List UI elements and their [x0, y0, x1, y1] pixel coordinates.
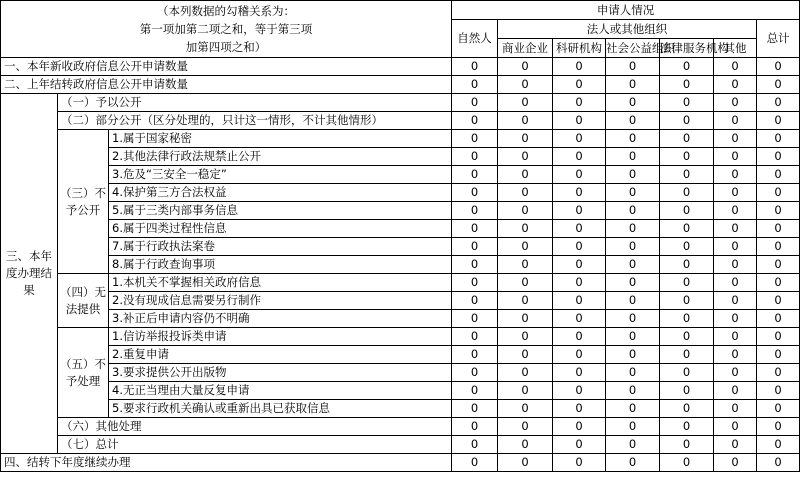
value-cell: 0 [660, 166, 714, 184]
row-label: 3.补正后申请内容仍不明确 [109, 310, 452, 328]
legal-service-header: 法律服务机构 [660, 39, 714, 58]
value-cell: 0 [757, 202, 800, 220]
value-cell: 0 [606, 400, 660, 418]
value-cell: 0 [660, 310, 714, 328]
group-5-label: （五）不予处理 [58, 328, 109, 418]
row-label: 8.属于行政查询事项 [109, 256, 452, 274]
natural-person-header: 自然人 [452, 20, 498, 58]
value-cell: 0 [498, 292, 553, 310]
table-row [1, 292, 800, 310]
value-cell: 0 [660, 400, 714, 418]
value-cell: 0 [757, 112, 800, 130]
table-row [1, 238, 800, 256]
row-label: 2.没有现成信息需要另行制作 [109, 292, 452, 310]
value-cell: 0 [452, 220, 498, 238]
row-label: 5.要求行政机关确认或重新出具已获取信息 [109, 400, 452, 418]
value-cell: 0 [553, 166, 606, 184]
value-cell: 0 [660, 364, 714, 382]
value-cell: 0 [714, 400, 757, 418]
value-cell: 0 [714, 382, 757, 400]
value-cell: 0 [452, 382, 498, 400]
value-cell: 0 [757, 148, 800, 166]
value-cell: 0 [452, 346, 498, 364]
value-cell: 0 [714, 256, 757, 274]
value-cell: 0 [553, 112, 606, 130]
row-label: 5.属于三类内部事务信息 [109, 202, 452, 220]
row-label: （二）部分公开（区分处理的，只计这一情形，不计其他情形） [58, 112, 452, 130]
table-row [1, 184, 800, 202]
table-row [1, 310, 800, 328]
value-cell: 0 [660, 148, 714, 166]
value-cell: 0 [553, 94, 606, 112]
value-cell: 0 [714, 310, 757, 328]
value-cell: 0 [757, 346, 800, 364]
value-cell: 0 [553, 382, 606, 400]
value-cell: 0 [714, 436, 757, 454]
section-3-label: 三、本年度办理结果 [1, 94, 58, 454]
value-cell: 0 [757, 418, 800, 436]
value-cell: 0 [498, 130, 553, 148]
value-cell: 0 [498, 220, 553, 238]
table-row [1, 454, 800, 472]
value-cell: 0 [553, 328, 606, 346]
row-label: 7.属于行政执法案卷 [109, 238, 452, 256]
value-cell: 0 [606, 310, 660, 328]
value-cell: 0 [757, 364, 800, 382]
row-label: 3.危及“三安全一稳定” [109, 166, 452, 184]
value-cell: 0 [498, 364, 553, 382]
value-cell: 0 [714, 202, 757, 220]
row-label: 3.要求提供公开出版物 [109, 364, 452, 382]
value-cell: 0 [714, 94, 757, 112]
value-cell: 0 [606, 292, 660, 310]
value-cell: 0 [714, 364, 757, 382]
value-cell: 0 [553, 292, 606, 310]
group-3-label: （三）不予公开 [58, 130, 109, 274]
value-cell: 0 [757, 220, 800, 238]
value-cell: 0 [498, 76, 553, 94]
commercial-header: 商业企业 [498, 39, 553, 58]
value-cell: 0 [498, 418, 553, 436]
value-cell: 0 [553, 220, 606, 238]
value-cell: 0 [498, 94, 553, 112]
table-row [1, 346, 800, 364]
row-label: 1.属于国家秘密 [109, 130, 452, 148]
value-cell: 0 [452, 436, 498, 454]
value-cell: 0 [498, 112, 553, 130]
value-cell: 0 [757, 94, 800, 112]
table-row [1, 166, 800, 184]
value-cell: 0 [660, 346, 714, 364]
value-cell: 0 [553, 256, 606, 274]
value-cell: 0 [452, 256, 498, 274]
value-cell: 0 [660, 112, 714, 130]
value-cell: 0 [553, 274, 606, 292]
value-cell: 0 [452, 94, 498, 112]
value-cell: 0 [498, 454, 553, 472]
research-header: 科研机构 [553, 39, 606, 58]
row-label: （七）总计 [58, 436, 452, 454]
value-cell: 0 [714, 238, 757, 256]
value-cell: 0 [714, 58, 757, 76]
value-cell: 0 [606, 220, 660, 238]
value-cell: 0 [452, 184, 498, 202]
table-row [1, 436, 800, 454]
value-cell: 0 [660, 274, 714, 292]
value-cell: 0 [660, 328, 714, 346]
value-cell: 0 [452, 454, 498, 472]
value-cell: 0 [757, 130, 800, 148]
table-row [1, 382, 800, 400]
value-cell: 0 [757, 274, 800, 292]
value-cell: 0 [553, 202, 606, 220]
row-label: 四、结转下年度继续办理 [1, 454, 452, 472]
value-cell: 0 [452, 274, 498, 292]
value-cell: 0 [606, 184, 660, 202]
value-cell: 0 [452, 112, 498, 130]
calculation-note [1, 1, 452, 58]
value-cell: 0 [498, 328, 553, 346]
value-cell: 0 [757, 238, 800, 256]
value-cell: 0 [757, 184, 800, 202]
row-label: 4.保护第三方合法权益 [109, 184, 452, 202]
value-cell: 0 [660, 418, 714, 436]
value-cell: 0 [714, 418, 757, 436]
value-cell: 0 [452, 238, 498, 256]
value-cell: 0 [660, 130, 714, 148]
value-cell: 0 [606, 364, 660, 382]
row-label: （一）予以公开 [58, 94, 452, 112]
value-cell: 0 [553, 454, 606, 472]
value-cell: 0 [498, 58, 553, 76]
value-cell: 0 [757, 76, 800, 94]
value-cell: 0 [757, 166, 800, 184]
legal-person-group-header: 法人或其他组织 [498, 20, 757, 39]
value-cell: 0 [714, 328, 757, 346]
table-row [1, 364, 800, 382]
table-row [1, 256, 800, 274]
value-cell: 0 [498, 148, 553, 166]
value-cell: 0 [606, 274, 660, 292]
row-label: （六）其他处理 [58, 418, 452, 436]
value-cell: 0 [553, 184, 606, 202]
value-cell: 0 [498, 346, 553, 364]
value-cell: 0 [553, 418, 606, 436]
value-cell: 0 [452, 310, 498, 328]
applicant-info-header: 申请人情况 [452, 1, 800, 20]
value-cell: 0 [452, 364, 498, 382]
value-cell: 0 [606, 454, 660, 472]
value-cell: 0 [606, 436, 660, 454]
value-cell: 0 [606, 418, 660, 436]
value-cell: 0 [553, 148, 606, 166]
table-row [1, 112, 800, 130]
value-cell: 0 [452, 58, 498, 76]
group-4-label: （四）无法提供 [58, 274, 109, 328]
value-cell: 0 [714, 274, 757, 292]
value-cell: 0 [553, 58, 606, 76]
row-label: 4.无正当理由大量反复申请 [109, 382, 452, 400]
value-cell: 0 [606, 112, 660, 130]
value-cell: 0 [606, 130, 660, 148]
value-cell: 0 [606, 382, 660, 400]
value-cell: 0 [757, 382, 800, 400]
table-row [1, 220, 800, 238]
value-cell: 0 [553, 310, 606, 328]
value-cell: 0 [498, 382, 553, 400]
table-row [1, 418, 800, 436]
total-header: 总计 [757, 20, 800, 58]
table-row [1, 76, 800, 94]
table-row [1, 202, 800, 220]
value-cell: 0 [660, 382, 714, 400]
value-cell: 0 [660, 94, 714, 112]
value-cell: 0 [553, 76, 606, 94]
value-cell: 0 [714, 76, 757, 94]
value-cell: 0 [553, 130, 606, 148]
value-cell: 0 [757, 256, 800, 274]
row-label: 1.信访举报投诉类申请 [109, 328, 452, 346]
value-cell: 0 [606, 346, 660, 364]
table-row [1, 400, 800, 418]
other-header: 其他 [714, 39, 757, 58]
value-cell: 0 [660, 220, 714, 238]
table-row [1, 94, 800, 112]
value-cell: 0 [606, 238, 660, 256]
value-cell: 0 [660, 202, 714, 220]
value-cell: 0 [660, 184, 714, 202]
value-cell: 0 [714, 292, 757, 310]
value-cell: 0 [714, 454, 757, 472]
value-cell: 0 [553, 364, 606, 382]
value-cell: 0 [498, 166, 553, 184]
value-cell: 0 [498, 256, 553, 274]
value-cell: 0 [452, 400, 498, 418]
value-cell: 0 [606, 76, 660, 94]
value-cell: 0 [714, 166, 757, 184]
table-row [1, 130, 800, 148]
value-cell: 0 [553, 400, 606, 418]
value-cell: 0 [660, 454, 714, 472]
value-cell: 0 [714, 220, 757, 238]
value-cell: 0 [452, 292, 498, 310]
value-cell: 0 [498, 274, 553, 292]
value-cell: 0 [660, 58, 714, 76]
value-cell: 0 [714, 184, 757, 202]
value-cell: 0 [757, 58, 800, 76]
value-cell: 0 [498, 436, 553, 454]
value-cell: 0 [660, 436, 714, 454]
value-cell: 0 [660, 256, 714, 274]
row-label: 6.属于四类过程性信息 [109, 220, 452, 238]
value-cell: 0 [606, 166, 660, 184]
value-cell: 0 [757, 454, 800, 472]
value-cell: 0 [452, 130, 498, 148]
value-cell: 0 [452, 166, 498, 184]
value-cell: 0 [660, 238, 714, 256]
value-cell: 0 [553, 346, 606, 364]
value-cell: 0 [606, 328, 660, 346]
value-cell: 0 [452, 328, 498, 346]
value-cell: 0 [606, 148, 660, 166]
value-cell: 0 [553, 436, 606, 454]
table-row [1, 148, 800, 166]
value-cell: 0 [660, 76, 714, 94]
table-row [1, 58, 800, 76]
row-label: 2.重复申请 [109, 346, 452, 364]
value-cell: 0 [757, 328, 800, 346]
value-cell: 0 [553, 238, 606, 256]
value-cell: 0 [498, 184, 553, 202]
value-cell: 0 [606, 58, 660, 76]
row-label: 一、本年新收政府信息公开申请数量 [1, 58, 452, 76]
value-cell: 0 [498, 310, 553, 328]
value-cell: 0 [606, 202, 660, 220]
social-welfare-header: 社会公益组织 [606, 39, 660, 58]
value-cell: 0 [498, 202, 553, 220]
value-cell: 0 [498, 400, 553, 418]
value-cell: 0 [757, 436, 800, 454]
value-cell: 0 [714, 112, 757, 130]
value-cell: 0 [757, 292, 800, 310]
value-cell: 0 [498, 238, 553, 256]
value-cell: 0 [714, 346, 757, 364]
value-cell: 0 [606, 256, 660, 274]
note-line-1: （本列数据的勾稽关系为： [157, 4, 295, 18]
table-row [1, 274, 800, 292]
table-row [1, 328, 800, 346]
row-label: 1.本机关不掌握相关政府信息 [109, 274, 452, 292]
note-line-2: 第一项加第二项之和，等于第三项 [139, 22, 313, 36]
value-cell: 0 [757, 310, 800, 328]
value-cell: 0 [714, 148, 757, 166]
row-label: 2.其他法律行政法规禁止公开 [109, 148, 452, 166]
value-cell: 0 [606, 94, 660, 112]
value-cell: 0 [660, 292, 714, 310]
value-cell: 0 [757, 400, 800, 418]
value-cell: 0 [452, 202, 498, 220]
note-line-3: 加第四项之和） [185, 40, 267, 54]
value-cell: 0 [452, 76, 498, 94]
row-label: 二、上年结转政府信息公开申请数量 [1, 76, 452, 94]
value-cell: 0 [452, 418, 498, 436]
value-cell: 0 [452, 148, 498, 166]
value-cell: 0 [714, 130, 757, 148]
